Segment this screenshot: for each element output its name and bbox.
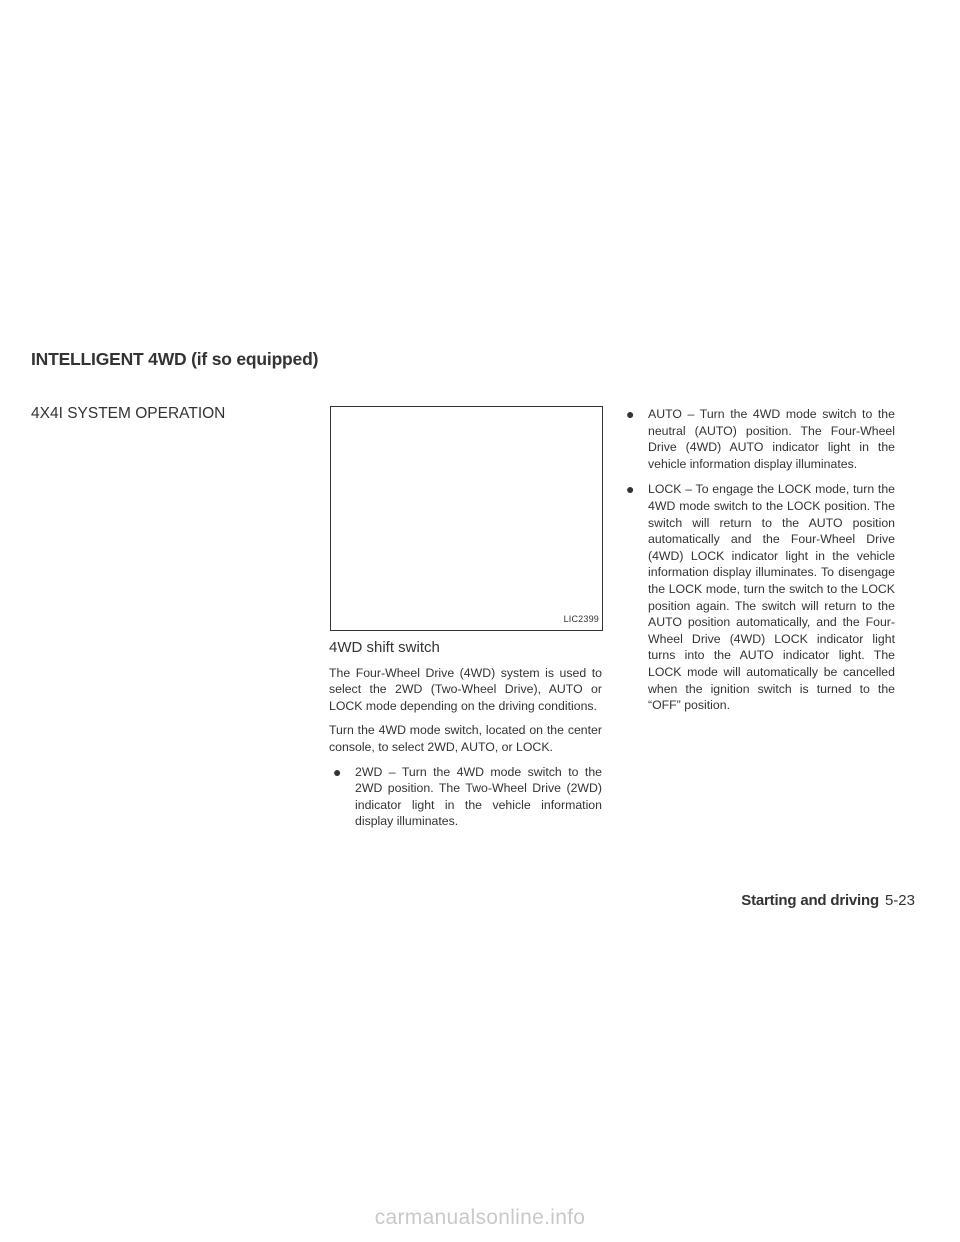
section-title: 4X4I SYSTEM OPERATION: [31, 405, 226, 422]
right-column: [622, 406, 895, 723]
figure-placeholder: [330, 406, 603, 631]
watermark: carmanualsonline.info: [374, 1206, 586, 1229]
bullet-auto: [622, 406, 895, 472]
bullet-icon: ●: [626, 481, 635, 498]
footer-chapter: Starting and driving: [741, 892, 879, 909]
page-footer: [741, 892, 915, 909]
bullet-lock: [622, 481, 895, 713]
bullet-text: 2WD – Turn the 4WD mode switch to the 2WD position. The Two-Wheel Drive (2WD) indicator light in the vehicle information display illuminates.: [355, 764, 602, 829]
bullet-text: LOCK – To engage the LOCK mode, turn the 4WD mode switch to the LOCK position. The switch will return to the AUTO position automatically and the Four-Wheel Drive (4WD) LOCK indicator light in the vehicle information display illuminates. To disengage the LOCK mode, turn the switch to the LOCK position again. The switch will return to the AUTO position automatically, and the Four-Wheel Drive (4WD) LOCK indicator light turns into the AUTO indicator light. The LOCK mode will automatically be cancelled when the ignition switch is turned to the “OFF” position.: [648, 482, 895, 713]
subheading-4wd-shift-switch: 4WD shift switch: [329, 639, 440, 656]
section-header: INTELLIGENT 4WD (if so equipped): [31, 349, 319, 369]
footer-page-number: 5-23: [884, 892, 915, 909]
bullet-icon: ●: [626, 406, 635, 422]
bullet-2wd: [329, 764, 602, 830]
paragraph-turn-switch: Turn the 4WD mode switch, located on the center console, to select 2WD, AUTO, or LOCK.: [329, 723, 602, 754]
figure-code: LIC2399: [563, 614, 599, 625]
bullet-icon: ●: [333, 763, 342, 780]
paragraph-intro: The Four-Wheel Drive (4WD) system is used to select the 2WD (Two-Wheel Drive), AUTO or LOCK mode depending on the driving conditions.: [329, 665, 602, 713]
bullet-text: AUTO – Turn the 4WD mode switch to the neutral (AUTO) position. The Four-Wheel Drive (4WD) AUTO indicator light in the vehicle information display illuminates.: [648, 407, 895, 471]
middle-column: [329, 406, 602, 839]
